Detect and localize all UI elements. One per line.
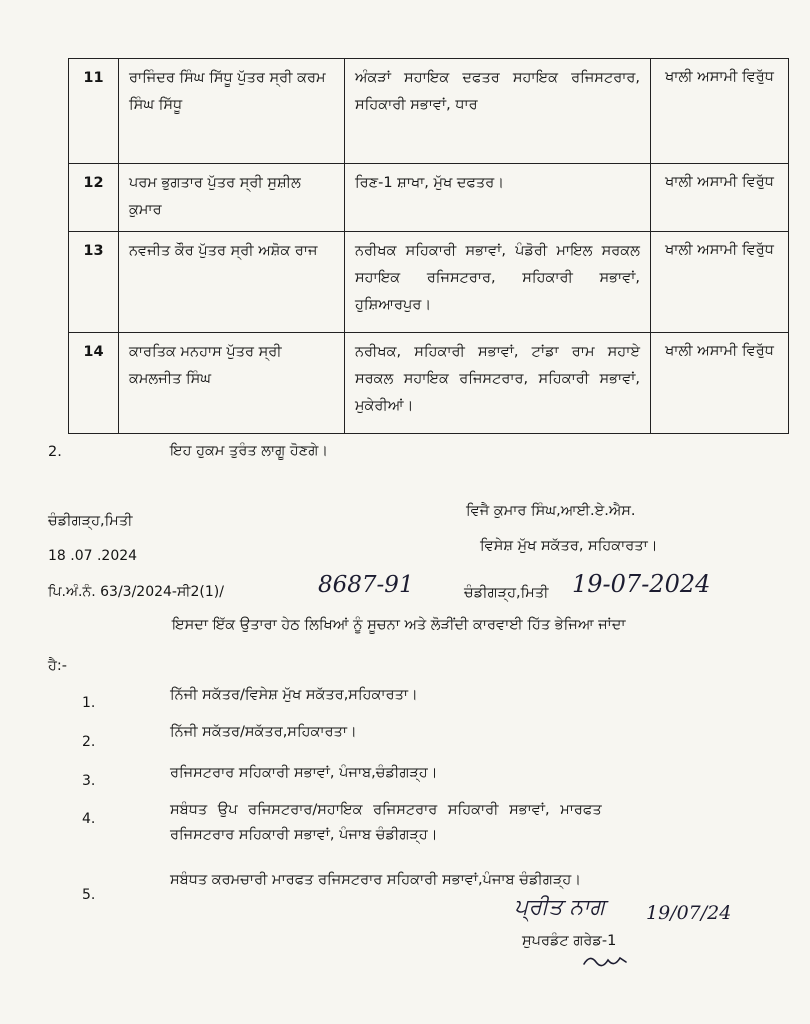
table-row [69,59,789,164]
posting-place: ਰਿਣ-1 ਸ਼ਾਖਾ, ਮੁੱਖ ਦਫਤਰ। [345,164,651,232]
row-number: 12 [69,164,119,232]
list-item: ਰਜਿਸਟਰਾਰ ਸਹਿਕਾਰੀ ਸਭਾਵਾਂ, ਪੰਜਾਬ,ਚੰਡੀਗੜ੍ਹ। [170,765,438,781]
endorsement-number: ਪਿ.ਅੰ.ਨੰ. 63/3/2024-ਸੀ2(1)/ [48,584,224,600]
employee-name: ਰਾਜਿੰਦਰ ਸਿੰਘ ਸਿੱਧੂ ਪੁੱਤਰ ਸ੍ਰੀ ਕਰਮ ਸਿੰਘ ਸਿੱਧੂ [119,59,345,164]
vacancy-status: ਖਾਲੀ ਅਸਾਮੀ ਵਿਰੁੱਧ [651,232,789,333]
clause-number: 2. [48,444,62,460]
employee-name: ਪਰਮ ਭੁਗਤਾਰ ਪੁੱਤਰ ਸ੍ਰੀ ਸੁਸ਼ੀਲ ਕੁਮਾਰ [119,164,345,232]
signature-scribble-icon [580,950,630,972]
endorsement-place: ਚੰਡੀਗੜ੍ਹ,ਮਿਤੀ [464,585,549,601]
superintendent-designation: ਸੁਪਰਡੰਟ ਗਰੇਡ-1 [522,933,617,949]
list-item-continued: ਰਜਿਸਟਰਾਰ ਸਹਿਕਾਰੀ ਸਭਾਵਾਂ, ਪੰਜਾਬ ਚੰਡੀਗੜ੍ਹ। [170,827,438,843]
posting-place: ਅੰਕੜਾਂ ਸਹਾਇਕ ਦਫਤਰ ਸਹਾਇਕ ਰਜਿਸਟਰਾਰ, ਸਹਿਕਾਰੀ ਸਭਾਵਾਂ, ਧਾਰ [345,59,651,164]
table-row [69,333,789,434]
vacancy-status: ਖਾਲੀ ਅਸਾਮੀ ਵਿਰੁੱਧ [651,59,789,164]
endorsement-handwritten-number: 8687-91 [318,572,414,598]
list-number: 4. [82,811,96,827]
signatory-designation: ਵਿਸੇਸ਼ ਮੁੱਖ ਸਕੱਤਰ, ਸਹਿਕਾਰਤਾ। [480,538,658,554]
list-item: ਸਬੰਧਤ ਉਪ ਰਜਿਸਟਰਾਰ/ਸਹਾਇਕ ਰਜਿਸਟਰਾਰ ਸਹਿਕਾਰੀ ਸਭਾਵਾਂ, ਮਾਰਫਤ [170,802,602,818]
row-number: 13 [69,232,119,333]
list-number: 3. [82,773,96,789]
endorsement-intro: ਇਸਦਾ ਇੱਕ ਉਤਾਰਾ ਹੇਠ ਲਿਖਿਆਂ ਨੂੰ ਸੂਚਨਾ ਅਤੇ ਲੋੜੀਂਦੀ ਕਾਰਵਾਈ ਹਿੱਤ ਭੇਜਿਆ ਜਾਂਦਾ [172,617,626,633]
endorsement-handwritten-date: 19-07-2024 [572,570,711,598]
list-number: 5. [82,887,96,903]
row-number: 11 [69,59,119,164]
list-item: ਨਿੱਜੀ ਸਕੱਤਰ/ਸਕੱਤਰ,ਸਹਿਕਾਰਤਾ। [170,724,357,740]
postings-table [68,58,789,434]
clause-text: ਇਹ ਹੁਕਮ ਤੁਰੰਤ ਲਾਗੂ ਹੋਣਗੇ। [170,443,329,459]
employee-name: ਨਵਜੀਤ ਕੌਰ ਪੁੱਤਰ ਸ੍ਰੀ ਅਸ਼ੋਕ ਰਾਜ [119,232,345,333]
posting-place: ਨਰੀਖਕ, ਸਹਿਕਾਰੀ ਸਭਾਵਾਂ, ਟਾਂਡਾ ਰਾਮ ਸਹਾਏ ਸਰਕਲ ਸਹਾਇਕ ਰਜਿਸਟਰਾਰ, ਸਹਿਕਾਰੀ ਸਭਾਵਾਂ, ਮੁਕੇਰੀਆਂ। [345,333,651,434]
table-row [69,232,789,333]
list-item: ਨਿੱਜੀ ਸਕੱਤਰ/ਵਿਸੇਸ਼ ਮੁੱਖ ਸਕੱਤਰ,ਸਹਿਕਾਰਤਾ। [170,687,418,703]
vacancy-status: ਖਾਲੀ ਅਸਾਮੀ ਵਿਰੁੱਧ [651,164,789,232]
table-row [69,164,789,232]
employee-name: ਕਾਰਤਿਕ ਮਨਹਾਸ ਪੁੱਤਰ ਸ੍ਰੀ ਕਮਲਜੀਤ ਸਿੰਘ [119,333,345,434]
list-number: 2. [82,734,96,750]
vacancy-status: ਖਾਲੀ ਅਸਾਮੀ ਵਿਰੁੱਧ [651,333,789,434]
order-date: 18 .07 .2024 [48,548,138,564]
endorsement-intro-continued: ਹੈ:- [48,658,68,674]
place-label: ਚੰਡੀਗੜ੍ਹ,ਮਿਤੀ [48,513,133,529]
signoff-handwritten-date: 19/07/24 [646,902,732,924]
posting-place: ਨਰੀਖਕ ਸਹਿਕਾਰੀ ਸਭਾਵਾਂ, ਪੰਡੋਰੀ ਮਾਇਲ ਸਰਕਲ ਸਹਾਇਕ ਰਜਿਸਟਰਾਰ, ਸਹਿਕਾਰੀ ਸਭਾਵਾਂ, ਹੁਸ਼ਿਆਰਪੁਰ। [345,232,651,333]
superintendent-signature: ਪ੍ਰੀਤ ਨਾਗ [514,895,605,920]
signatory-name: ਵਿਜੈ ਕੁਮਾਰ ਸਿੰਘ,ਆਈ.ਏ.ਐਸ. [466,503,636,519]
list-item: ਸਬੰਧਤ ਕਰਮਚਾਰੀ ਮਾਰਫਤ ਰਜਿਸਟਰਾਰ ਸਹਿਕਾਰੀ ਸਭਾਵਾਂ,ਪੰਜਾਬ ਚੰਡੀਗੜ੍ਹ। [170,872,582,888]
list-number: 1. [82,695,96,711]
row-number: 14 [69,333,119,434]
